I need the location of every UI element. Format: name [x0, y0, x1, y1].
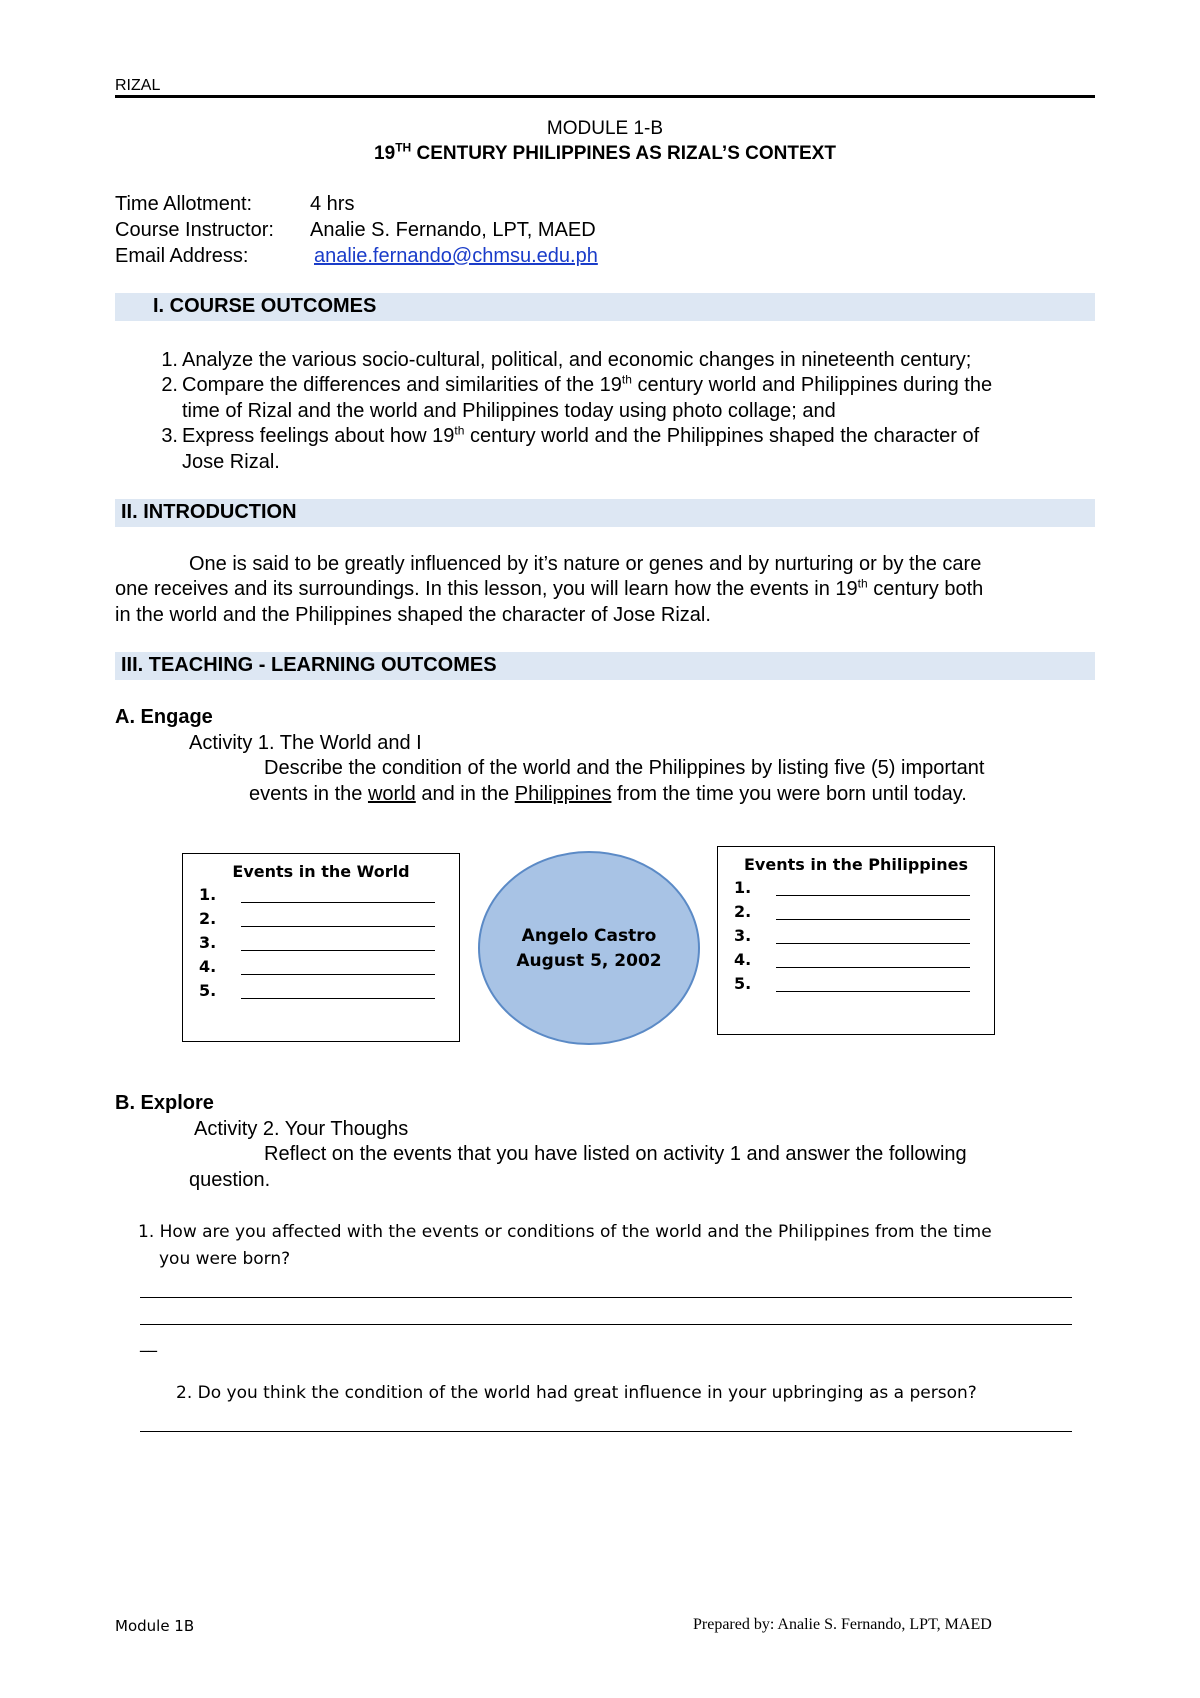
world-event-line[interactable]: 2.	[183, 907, 459, 931]
outcome-item-3-cont: Jose Rizal.	[182, 451, 280, 473]
student-circle	[475, 848, 703, 1048]
course-instructor-value: Analie S. Fernando, LPT, MAED	[310, 219, 596, 241]
question-1-cont: you were born?	[159, 1249, 291, 1269]
world-event-line[interactable]: 1.	[183, 883, 459, 907]
email-link[interactable]: analie.fernando@chmsu.edu.ph	[314, 245, 598, 267]
intro-line-3: in the world and the Philippines shaped the character of Jose Rizal.	[115, 604, 711, 626]
answer-line-q1-tail: __	[140, 1333, 157, 1353]
intro-line-1: One is said to be greatly influenced by it’s nature or genes and by nurturing or by the care	[189, 553, 982, 575]
question-2: 2. Do you think the condition of the world had great influence in your upbringing as a person?	[176, 1383, 977, 1403]
ph-event-line[interactable]: 2.	[718, 900, 994, 924]
activity-1-instruction-line-2: events in the world and in the Philippines from the time you were born until today.	[249, 783, 967, 805]
events-world-box	[182, 853, 460, 1042]
footer-module: Module 1B	[115, 1617, 195, 1635]
events-philippines-box	[717, 846, 995, 1035]
outcome-item-2-cont: time of Rizal and the world and Philippines today using photo collage; and	[182, 400, 836, 422]
running-header: RIZAL	[115, 77, 161, 94]
course-instructor-label: Course Instructor:	[115, 219, 274, 241]
module-label: MODULE 1-B	[546, 118, 664, 139]
activity-1-title: Activity 1. The World and I	[189, 732, 422, 754]
section-introduction-heading: II. INTRODUCTION	[115, 499, 1095, 527]
module-title: 19TH CENTURY PHILIPPINES AS RIZAL’S CONTEXT	[374, 140, 836, 164]
header-rule	[115, 95, 1095, 98]
outcome-item-3: 3. Express feelings about how 19th century world and the Philippines shaped the character of	[161, 423, 980, 447]
world-event-line[interactable]: 4.	[183, 955, 459, 979]
events-philippines-title: Events in the Philippines	[744, 855, 968, 874]
events-world-title: Events in the World	[232, 862, 410, 881]
outcome-item-2: 2. Compare the differences and similarities of the 19th century world and Philippines during the	[161, 372, 993, 396]
ph-event-line[interactable]: 4.	[718, 948, 994, 972]
footer-prepared-by: Prepared by: Analie S. Fernando, LPT, MAED	[693, 1616, 992, 1633]
ph-event-line[interactable]: 1.	[718, 876, 994, 900]
time-allotment-value: 4 hrs	[310, 193, 355, 215]
world-event-line[interactable]: 3.	[183, 931, 459, 955]
engage-label: A. Engage	[115, 706, 213, 728]
activity-1-instruction-line-1: Describe the condition of the world and the Philippines by listing five (5) important	[264, 757, 985, 779]
ph-event-line[interactable]: 5.	[718, 972, 994, 996]
explore-label: B. Explore	[115, 1092, 214, 1114]
answer-line-q2[interactable]	[140, 1431, 1072, 1432]
section-course-outcomes-heading: I. COURSE OUTCOMES	[115, 293, 1095, 321]
activity-2-instruction-line-2: question.	[189, 1169, 271, 1191]
section-teaching-learning-heading: III. TEACHING - LEARNING OUTCOMES	[115, 652, 1095, 680]
answer-line-q1-b[interactable]	[140, 1324, 1072, 1325]
student-circle-shape	[479, 852, 699, 1044]
activity-2-instruction-line-1: Reflect on the events that you have listed on activity 1 and answer the following	[264, 1143, 967, 1165]
student-birthdate: August 5, 2002	[516, 951, 662, 971]
ph-event-line[interactable]: 3.	[718, 924, 994, 948]
activity-2-title: Activity 2. Your Thoughs	[194, 1118, 409, 1140]
intro-line-2: one receives and its surroundings. In this lesson, you will learn how the events in 19th century both	[115, 576, 984, 600]
answer-line-q1-a[interactable]	[140, 1297, 1072, 1298]
student-name: Angelo Castro	[521, 926, 657, 946]
email-label: Email Address:	[115, 245, 249, 267]
question-1: 1. How are you affected with the events or conditions of the world and the Philippines from the time	[138, 1222, 992, 1242]
time-allotment-label: Time Allotment:	[115, 193, 253, 215]
world-event-line[interactable]: 5.	[183, 979, 459, 1003]
outcome-item-1: 1. Analyze the various socio-cultural, political, and economic changes in nineteenth century;	[161, 349, 972, 371]
